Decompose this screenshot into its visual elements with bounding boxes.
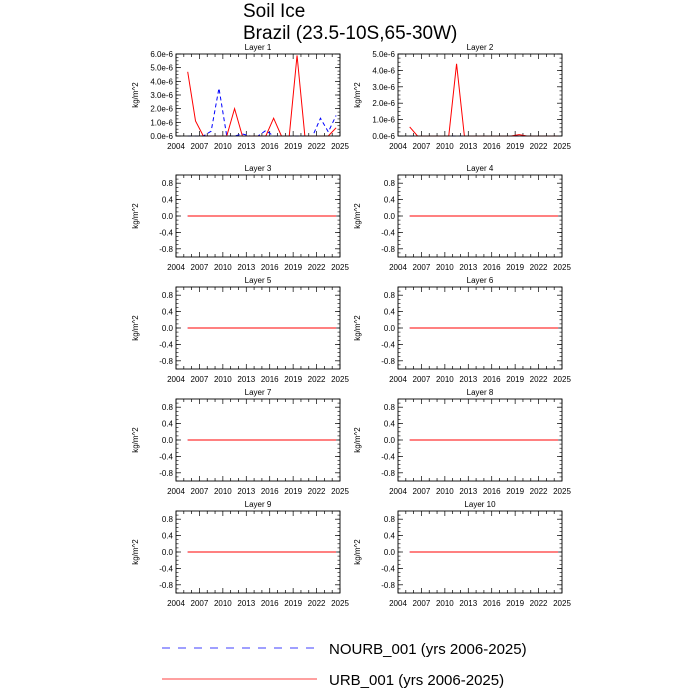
panel-title: Layer 7 (244, 388, 272, 397)
x-tick-label: 2016 (260, 487, 279, 496)
y-tick-label: 0.4 (161, 307, 173, 317)
x-tick-label: 2010 (435, 487, 454, 496)
plot-frame (398, 54, 562, 136)
y-tick-label: 0.0 (383, 548, 395, 557)
y-tick-label: 6.0e-6 (150, 50, 173, 59)
x-tick-label: 2016 (482, 142, 501, 151)
series-line-nourb (188, 88, 336, 136)
y-axis-label: kg/m^2 (353, 427, 362, 453)
panel-title: Layer 10 (464, 500, 496, 509)
y-tick-label: 0.8 (383, 291, 395, 301)
x-tick-label: 2004 (167, 263, 185, 272)
panel-8 (353, 388, 571, 496)
y-tick-label: -0.8 (159, 356, 173, 366)
y-tick-label: 0.8 (161, 515, 173, 525)
y-axis-label: kg/m^2 (131, 315, 140, 341)
y-tick-label: 5.0e-6 (150, 63, 173, 73)
figure-title: Soil Ice (243, 1, 306, 22)
y-axis-label: kg/m^2 (353, 82, 362, 108)
x-tick-label: 2004 (389, 487, 407, 496)
y-axis-label: kg/m^2 (353, 315, 362, 341)
x-tick-label: 2004 (389, 142, 407, 151)
y-tick-label: 0.8 (383, 515, 395, 525)
panel-5 (131, 276, 349, 384)
x-tick-label: 2022 (529, 487, 548, 496)
panel-title: Layer 2 (466, 43, 494, 52)
y-axis-label: kg/m^2 (353, 539, 362, 565)
y-tick-label: 1.0e-6 (372, 115, 395, 125)
y-tick-label: 2.0e-6 (372, 99, 395, 109)
y-tick-label: -0.4 (159, 228, 173, 238)
y-tick-label: 0.4 (383, 419, 395, 429)
panel-4 (353, 164, 571, 272)
y-tick-label: -0.8 (381, 580, 395, 590)
x-tick-label: 2004 (167, 142, 185, 151)
x-tick-label: 2025 (553, 375, 571, 384)
panel-title: Layer 5 (244, 276, 272, 285)
y-tick-label: 0.0 (161, 436, 173, 445)
y-tick-label: 0.0 (161, 212, 173, 221)
y-tick-label: -0.4 (381, 340, 395, 350)
y-tick-label: -0.4 (159, 340, 173, 350)
y-tick-label: 0.0 (161, 324, 173, 333)
x-tick-label: 2025 (553, 142, 571, 151)
legend-label: NOURB_001 (yrs 2006-2025) (329, 641, 527, 658)
plot-frame (176, 54, 340, 136)
x-tick-label: 2022 (307, 263, 326, 272)
panel-title: Layer 4 (466, 164, 494, 173)
y-tick-label: -0.4 (159, 452, 173, 462)
x-tick-label: 2010 (435, 375, 454, 384)
y-tick-label: 0.8 (383, 179, 395, 189)
x-tick-label: 2007 (412, 487, 431, 496)
y-tick-label: 0.8 (161, 291, 173, 301)
x-tick-label: 2022 (307, 142, 326, 151)
x-tick-label: 2010 (213, 487, 232, 496)
x-tick-label: 2007 (190, 487, 209, 496)
y-tick-label: -0.4 (381, 452, 395, 462)
panel-9 (131, 500, 349, 608)
x-tick-label: 2010 (435, 142, 454, 151)
y-tick-label: -0.8 (381, 468, 395, 478)
x-tick-label: 2016 (260, 142, 279, 151)
x-tick-label: 2019 (506, 263, 525, 272)
y-tick-label: -0.8 (381, 356, 395, 366)
y-tick-label: 0.4 (161, 531, 173, 541)
panel-3 (131, 164, 349, 272)
x-tick-label: 2007 (412, 599, 431, 608)
y-axis-label: kg/m^2 (353, 203, 362, 229)
y-tick-label: -0.4 (381, 228, 395, 238)
y-tick-label: 0.4 (161, 195, 173, 205)
x-tick-label: 2007 (190, 263, 209, 272)
x-tick-label: 2019 (506, 599, 525, 608)
x-tick-label: 2010 (213, 375, 232, 384)
x-tick-label: 2013 (459, 599, 478, 608)
x-tick-label: 2019 (284, 142, 303, 151)
legend-label: URB_001 (yrs 2006-2025) (329, 672, 505, 689)
y-tick-label: 0.8 (383, 403, 395, 413)
x-tick-label: 2004 (167, 599, 185, 608)
y-tick-label: 4.0e-6 (150, 77, 173, 87)
y-tick-label: 0.0 (383, 436, 395, 445)
y-axis-label: kg/m^2 (131, 427, 140, 453)
y-tick-label: -0.8 (159, 468, 173, 478)
x-tick-label: 2013 (459, 375, 478, 384)
x-tick-label: 2019 (506, 375, 525, 384)
y-tick-label: 0.0e-6 (150, 132, 173, 141)
y-tick-label: 0.4 (383, 531, 395, 541)
y-tick-label: 0.0e-6 (372, 132, 395, 141)
y-tick-label: 0.0 (161, 548, 173, 557)
x-tick-label: 2013 (237, 599, 256, 608)
x-tick-label: 2025 (331, 263, 349, 272)
x-tick-label: 2004 (389, 599, 407, 608)
x-tick-label: 2013 (237, 487, 256, 496)
x-tick-label: 2016 (482, 487, 501, 496)
figure-subtitle: Brazil (23.5-10S,65-30W) (243, 23, 458, 44)
x-tick-label: 2004 (167, 375, 185, 384)
y-tick-label: 0.4 (161, 419, 173, 429)
y-tick-label: 0.0 (383, 324, 395, 333)
y-tick-label: 5.0e-6 (372, 50, 395, 59)
x-tick-label: 2013 (237, 142, 256, 151)
legend (162, 641, 527, 689)
x-tick-label: 2022 (307, 599, 326, 608)
x-tick-label: 2007 (412, 375, 431, 384)
panel-title: Layer 6 (466, 276, 494, 285)
x-tick-label: 2016 (260, 375, 279, 384)
x-tick-label: 2025 (331, 599, 349, 608)
y-tick-label: 0.8 (161, 403, 173, 413)
y-tick-label: -0.4 (381, 564, 395, 574)
x-tick-label: 2010 (213, 599, 232, 608)
x-tick-label: 2025 (331, 375, 349, 384)
y-tick-label: 0.0 (383, 212, 395, 221)
x-tick-label: 2007 (412, 142, 431, 151)
y-tick-label: -0.8 (159, 244, 173, 254)
x-tick-label: 2022 (529, 142, 548, 151)
x-tick-label: 2010 (435, 263, 454, 272)
x-tick-label: 2019 (284, 375, 303, 384)
y-tick-label: 4.0e-6 (372, 66, 395, 76)
y-tick-label: 0.8 (161, 179, 173, 189)
y-axis-label: kg/m^2 (131, 82, 140, 108)
panel-title: Layer 9 (244, 500, 272, 509)
x-tick-label: 2019 (506, 142, 525, 151)
x-tick-label: 2025 (331, 487, 349, 496)
x-tick-label: 2019 (284, 599, 303, 608)
x-tick-label: 2025 (553, 263, 571, 272)
x-tick-label: 2022 (307, 375, 326, 384)
x-tick-label: 2007 (190, 142, 209, 151)
x-tick-label: 2013 (459, 263, 478, 272)
y-axis-label: kg/m^2 (131, 539, 140, 565)
y-tick-label: 2.0e-6 (150, 104, 173, 114)
x-tick-label: 2022 (529, 375, 548, 384)
panel-6 (353, 276, 571, 384)
x-tick-label: 2004 (389, 375, 407, 384)
x-tick-label: 2010 (213, 263, 232, 272)
x-tick-label: 2016 (260, 263, 279, 272)
x-tick-label: 2022 (307, 487, 326, 496)
x-tick-label: 2007 (190, 599, 209, 608)
y-axis-label: kg/m^2 (131, 203, 140, 229)
x-tick-label: 2022 (529, 263, 548, 272)
x-tick-label: 2007 (190, 375, 209, 384)
series-line-urb (188, 55, 336, 136)
x-tick-label: 2019 (284, 263, 303, 272)
x-tick-label: 2013 (237, 263, 256, 272)
x-tick-label: 2013 (237, 375, 256, 384)
y-tick-label: 0.4 (383, 307, 395, 317)
x-tick-label: 2016 (482, 375, 501, 384)
x-tick-label: 2007 (412, 263, 431, 272)
x-tick-label: 2004 (389, 263, 407, 272)
panel-title: Layer 8 (466, 388, 494, 397)
x-tick-label: 2022 (529, 599, 548, 608)
panel-10 (353, 500, 571, 608)
x-tick-label: 2019 (284, 487, 303, 496)
panel-7 (131, 388, 349, 496)
x-tick-label: 2025 (553, 599, 571, 608)
y-tick-label: -0.8 (159, 580, 173, 590)
panel-title: Layer 3 (244, 164, 272, 173)
y-tick-label: -0.4 (159, 564, 173, 574)
x-tick-label: 2025 (553, 487, 571, 496)
x-tick-label: 2013 (459, 487, 478, 496)
x-tick-label: 2013 (459, 142, 478, 151)
x-tick-label: 2016 (482, 599, 501, 608)
series-line-urb (410, 64, 558, 136)
x-tick-label: 2004 (167, 487, 185, 496)
x-tick-label: 2016 (482, 263, 501, 272)
panel-title: Layer 1 (244, 43, 272, 52)
y-tick-label: 3.0e-6 (150, 91, 173, 100)
y-tick-label: 0.4 (383, 195, 395, 205)
x-tick-label: 2016 (260, 599, 279, 608)
x-tick-label: 2025 (331, 142, 349, 151)
x-tick-label: 2019 (506, 487, 525, 496)
y-tick-label: 1.0e-6 (150, 118, 173, 128)
y-tick-label: -0.8 (381, 244, 395, 254)
panel-1 (131, 43, 349, 151)
y-tick-label: 3.0e-6 (372, 82, 395, 92)
x-tick-label: 2010 (435, 599, 454, 608)
panel-2 (353, 43, 571, 151)
panel-grid (131, 43, 571, 608)
x-tick-label: 2010 (213, 142, 232, 151)
